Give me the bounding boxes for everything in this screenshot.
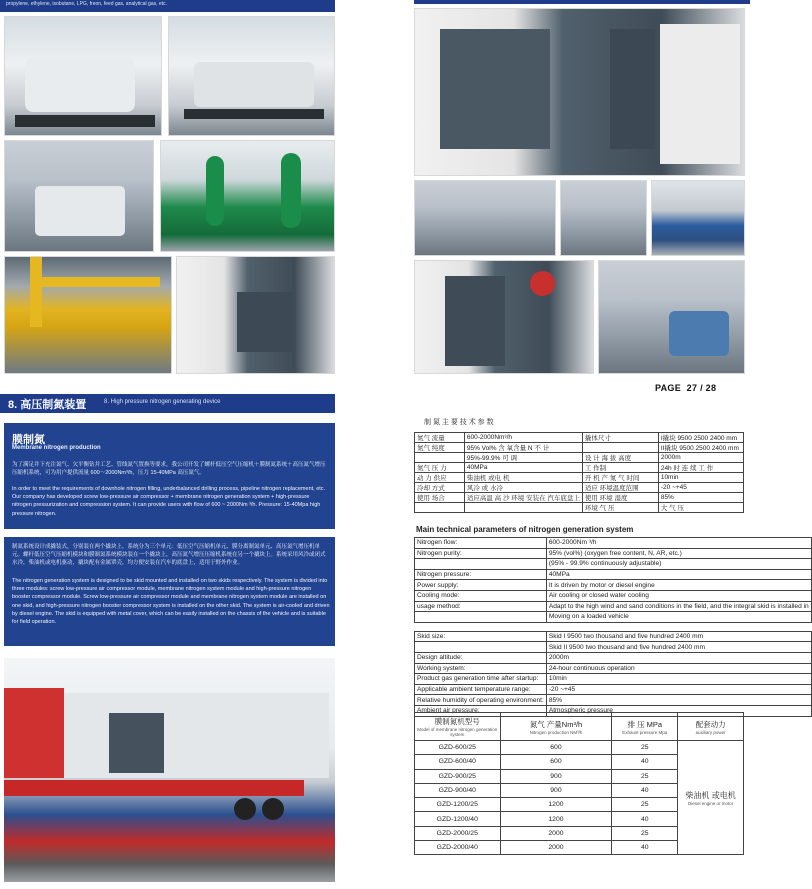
table-cell: 85%	[546, 695, 811, 706]
table-row	[415, 473, 744, 483]
table-cell: 40	[612, 812, 678, 826]
table-cell: GZD-900/25	[415, 769, 501, 783]
aux-power-cn: 柴油机 或电机	[685, 790, 736, 800]
table-row	[415, 580, 812, 591]
table-cell: usage method:	[415, 601, 547, 612]
table-cell: 2000	[500, 841, 612, 855]
header-label-cn: 排 压 MPa	[627, 719, 663, 729]
table-row	[415, 663, 812, 674]
table-row	[415, 601, 812, 612]
table-cell: Skid size:	[415, 631, 547, 642]
photo-enclosed-cabin-unit	[176, 256, 335, 374]
table-cell	[415, 453, 465, 463]
table-cell: 氮气 压 力	[415, 463, 465, 473]
table-row	[415, 453, 744, 463]
en-parameter-table	[414, 525, 809, 717]
table-cell: It is driven by motor or diesel engine	[546, 580, 811, 591]
table-row	[415, 612, 812, 623]
table-cell: 适应高温 高 沙 环境 安装在 汽车底盘上	[464, 493, 582, 503]
header-label-cn: 膜制氮机型号	[434, 717, 480, 726]
table-cell: Cooling mode:	[415, 590, 547, 601]
table-cell: Nitrogen flow:	[415, 538, 547, 549]
header-label-en: Nitrogen production NM³/h	[529, 729, 583, 735]
photo-compressor-unit-3	[4, 140, 154, 252]
table-cell: 900	[500, 783, 612, 797]
table-cell: 40MPa	[464, 463, 582, 473]
table-cell: 10min	[658, 473, 743, 483]
table-cell	[464, 503, 582, 513]
table-row	[415, 559, 812, 570]
table-row	[415, 569, 812, 580]
table-cell: GZD-1200/25	[415, 798, 501, 812]
table-cell: 900	[500, 769, 612, 783]
auxiliary-power-cell	[678, 741, 744, 855]
table-cell: Power supply:	[415, 580, 547, 591]
table-cell: 600-2000Nm³/h	[464, 433, 582, 443]
intro-paragraph-cn: 为了满足井下充注氮气、欠平衡钻井工艺、管线氮气置换等要求，我公司开发了螺杆低压空气压缩机＋膜制氮系统＋高压氮气增压压缩机系统，可为用户提供流量 600～2000Nm³/h，压力 15-40MPa 高压氮气。	[12, 462, 326, 477]
table-row	[415, 652, 812, 663]
table-cell: GZD-1200/40	[415, 812, 501, 826]
table-cell: -20 ~+45	[658, 483, 743, 493]
table-cell: 85%	[658, 493, 743, 503]
header-label-cn: 配套动力	[695, 719, 726, 729]
photo-open-container-unit	[414, 8, 745, 176]
table-cell: Moving on a loaded vehicle	[546, 612, 811, 623]
table-cell: GZD-2000/40	[415, 841, 501, 855]
table-row	[415, 548, 812, 559]
table-row	[415, 483, 744, 493]
table-cell: 大 气 压	[658, 503, 743, 513]
table-cell	[415, 612, 547, 623]
table-row	[415, 695, 812, 706]
photo-yellow-pipeline-unit	[4, 256, 172, 374]
table-row	[415, 463, 744, 473]
table-cell: 氮气 纯度	[415, 443, 465, 453]
table-cell: 2000m	[658, 453, 743, 463]
table-cell: Atmospheric pressure	[546, 705, 811, 716]
system-description-box	[4, 537, 335, 646]
system-paragraph-cn: 制氮系统设计成撬装式，分别装在两个撬块上，系统分为三个单元：低压空气压缩机单元、膜分离制氮单元、高压氮气增压机单元。螺杆低压空气压缩机模块和膜制氮系统模块装在一个撬块上，高压氮气增压压缩机系统在另一个撬块上。系统采用风冷或闭式水冷，柴油机或电机驱动，撬块配有金属罩壳，均方便安装在汽车的底盘上，适用于野外作业。	[12, 544, 326, 567]
table-cell: Ambient air pressure:	[415, 705, 547, 716]
table-cell: 95% Vol% 含 氧含量 N 不 计	[464, 443, 582, 453]
table-cell: GZD-600/25	[415, 741, 501, 755]
table-cell: 600-2000Nm ³/h	[546, 538, 811, 549]
table-cell: 10min	[546, 674, 811, 685]
table-cell: 2000	[500, 826, 612, 840]
table-cell: 25	[612, 798, 678, 812]
table-cell: Product gas generation time after startup:	[415, 674, 547, 685]
photo-container-doors-open	[414, 260, 594, 374]
table-cell: Nitrogen purity:	[415, 548, 547, 559]
table-cell: 柴油机 或电 机	[464, 473, 582, 483]
cn-table-caption: 制 氮 主 要 技 术 参 数	[424, 419, 494, 426]
table-cell: 冷却 方式	[415, 483, 465, 493]
header-label-en: Exhaust pressure Mpa	[622, 729, 668, 735]
table-cell: 使用 场合	[415, 493, 465, 503]
table-cell: 25	[612, 826, 678, 840]
table-cell: GZD-600/40	[415, 755, 501, 769]
photo-skid-unit-1	[414, 180, 556, 256]
table-cell: Nitrogen pressure:	[415, 569, 547, 580]
table-cell: 40	[612, 783, 678, 797]
table-cell	[415, 503, 465, 513]
table-cell: 95%-99.9% 可 调	[464, 453, 582, 463]
table-cell: 工 作制	[582, 463, 658, 473]
box-title-cn: 膜制氮	[12, 434, 45, 446]
table-row	[415, 443, 744, 453]
table-row	[415, 503, 744, 513]
photo-skid-unit-2	[560, 180, 647, 256]
table-cell: Adapt to the high wind and sand conditions in the field, and the integral skid is installed in	[546, 601, 811, 612]
table-cell: Skid II 9500 two thousand and five hundred 2400 mm	[546, 642, 811, 653]
photo-compressor-unit-1	[4, 16, 162, 136]
table-cell: 40	[612, 755, 678, 769]
table-cell: 24h 时 连 续 工 作	[658, 463, 743, 473]
table-cell: GZD-2000/25	[415, 826, 501, 840]
table-cell: 25	[612, 769, 678, 783]
table-row	[415, 631, 812, 642]
table-cell: 40MPa	[546, 569, 811, 580]
cn-parameter-table	[414, 416, 744, 513]
table-cell: Skid I 9500 two thousand and five hundred 2400 mm	[546, 631, 811, 642]
section-title: 8. 高压制氮装置	[8, 399, 87, 411]
top-strip-text: propylene, ethylene, isobutane, LPG, freon, feed gas, analytical gas, etc.	[6, 1, 167, 7]
table-cell: 适应 环境温度范围	[582, 483, 658, 493]
top-header-strip	[0, 0, 335, 12]
photo-compressor-unit-2	[168, 16, 335, 136]
table-cell: 24-hour continuous operation	[546, 663, 811, 674]
table-cell: 600	[500, 755, 612, 769]
table-cell: -20 ~+45	[546, 684, 811, 695]
header-label-cn: 氮气 产量Nm³/h	[529, 719, 583, 729]
table-cell: 开 机 产 氮 气 时间	[582, 473, 658, 483]
section-header	[0, 394, 335, 413]
table-row	[415, 674, 812, 685]
table-cell: 撬体尺寸	[582, 433, 658, 443]
table-header-cell	[678, 713, 744, 741]
header-label-en: Model of membrane nitrogen generation system	[417, 727, 498, 737]
table-cell: 动 力 供应	[415, 473, 465, 483]
table-cell	[415, 622, 812, 631]
photo-blue-compressor	[651, 180, 745, 256]
table-header-cell	[612, 713, 678, 741]
table-cell	[415, 559, 547, 570]
header-label-en: auxiliary power	[695, 729, 726, 735]
table-cell: Working system:	[415, 663, 547, 674]
top-header-strip-right	[414, 0, 750, 4]
model-table	[414, 712, 744, 855]
table-row	[415, 741, 744, 755]
table-cell: Air cooling or closed water cooling	[546, 590, 811, 601]
table-cell: 使用 环境 湿度	[582, 493, 658, 503]
table-cell: Applicable ambient temperature range:	[415, 684, 547, 695]
table-cell: 600	[500, 741, 612, 755]
table-row	[415, 493, 744, 503]
table-cell	[582, 443, 658, 453]
table-header-row	[415, 713, 744, 741]
table-header-cell	[415, 713, 501, 741]
section-subtitle: 8. High pressure nitrogen generating device	[104, 399, 221, 405]
page-number: PAGE 27 / 28	[655, 383, 717, 393]
table-cell: 设 计 海 拔 高度	[582, 453, 658, 463]
box-title-en: Membrane nitrogen production	[12, 445, 101, 451]
table-cell: 40	[612, 841, 678, 855]
membrane-intro-box	[4, 423, 335, 529]
table-header-cell	[500, 713, 612, 741]
table-spacer	[415, 622, 812, 631]
photo-workshop-compressor	[598, 260, 745, 374]
table-cell: 1200	[500, 812, 612, 826]
table-cell: II撬块 9500 2500 2400 mm	[658, 443, 743, 453]
en-table-caption: Main technical parameters of nitrogen generation system	[416, 525, 634, 534]
photo-truck-mounted-unit	[4, 658, 335, 882]
table-cell: 2000m	[546, 652, 811, 663]
table-row	[415, 642, 812, 653]
photo-green-compressor	[160, 140, 335, 252]
table-cell: Relative humidity of operating environment:	[415, 695, 547, 706]
system-paragraph-en: The nitrogen generation system is designed to be skid mounted and installed on two skids respectively. The system is divided into three modules: screw low-pressure air compressor module, membrane nitrogen system module and high-pressure nitrogen booster compressor module. Screw low-pressure air compressor module and membrane nitrogen system module are installed on one skid, and high-pressure nitrogen booster compressor system is installed on the other skid. The system is air-cooled and driven by diesel engine. The skid is equipped with metal cover, which can be easily installed on the chassis of the vehicle and is suitable for field operation.	[12, 578, 330, 626]
table-row	[415, 538, 812, 549]
table-cell: 25	[612, 741, 678, 755]
table-cell: 环境 气 压	[582, 503, 658, 513]
table-cell	[415, 642, 547, 653]
intro-paragraph-en: In order to meet the requirements of downhole nitrogen filling, underbalanced drilling process, pipeline nitrogen replacement, etc. Our company has developed screw low-pressure air compressor + membrane nitrogen generation system + high-pressure nitrogen pressurization and compression system. It can provide users with flow of 600 ~ 2000Nm ³/h. Pressure: 15-40Mpa high pressure nitrogen.	[12, 486, 326, 517]
table-row	[415, 433, 744, 443]
table-cell: I撬块 9500 2500 2400 mm	[658, 433, 743, 443]
table-cell: 95% (vol%) (oxygen free content, N, AR, etc.)	[546, 548, 811, 559]
table-row	[415, 684, 812, 695]
table-cell: GZD-900/40	[415, 783, 501, 797]
table-cell: 氮气 流量	[415, 433, 465, 443]
table-cell: Design altitude:	[415, 652, 547, 663]
aux-power-en: Diesel engine or motor	[687, 800, 734, 806]
table-cell: 风冷 或 水冷	[464, 483, 582, 493]
table-row	[415, 590, 812, 601]
table-cell: (95% - 99.9% continuously adjustable)	[546, 559, 811, 570]
table-cell: 1200	[500, 798, 612, 812]
